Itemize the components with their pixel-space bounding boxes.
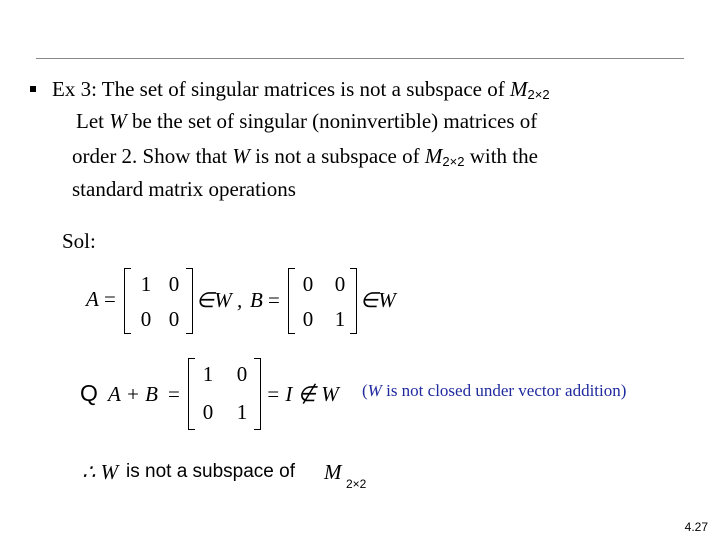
line1-text-a: Let	[76, 109, 110, 133]
membership-2: ∈W	[360, 288, 396, 312]
bullet-icon	[30, 86, 36, 92]
equals-sign-2: =	[268, 288, 280, 312]
equals-sign-1: =	[104, 287, 116, 311]
line2-text-a: order 2. Show that	[72, 144, 233, 168]
page-number: 4.27	[684, 520, 708, 534]
conclusion-space-symbol: M	[324, 460, 342, 484]
sum-label: A + B	[108, 382, 158, 406]
note-text: is not closed under vector addition)	[381, 381, 627, 400]
sum-matrix-bracket-left	[188, 358, 195, 430]
line2-space-subscript: 2×2	[442, 154, 465, 169]
matrix-A-cell: 0	[168, 307, 180, 331]
matrix-A-bracket-left	[124, 268, 131, 334]
therefore-W: ∴ W	[82, 460, 119, 484]
sum-matrix-bracket-right	[254, 358, 261, 430]
identity-not-in-W: = I ∉ W	[266, 382, 339, 406]
sum-matrix-cell: 1	[202, 362, 214, 386]
note-open-paren: (	[362, 381, 368, 400]
membership-1: ∈W ,	[196, 288, 243, 312]
matrix-B-bracket-left	[288, 268, 295, 334]
sum-matrix-cell: 0	[236, 362, 248, 386]
line1-text-b: be the set of singular (noninvertible) matrices of	[126, 109, 538, 133]
heading-text: Ex 3: The set of singular matrices is not a subspace of	[52, 77, 511, 101]
closure-note	[362, 378, 626, 404]
matrix-A-cell: 0	[140, 307, 152, 331]
conclusion-text: is not a subspace of	[126, 461, 295, 482]
matrix-A-cell: 1	[140, 272, 152, 296]
example-line-3: standard matrix operations	[72, 177, 296, 201]
matrix-B-cell: 0	[334, 272, 346, 296]
matrix-B-cell: 0	[302, 307, 314, 331]
sum-matrix-cell: 0	[202, 400, 214, 424]
matrix-B-label: B	[250, 288, 263, 312]
example-line-2	[72, 143, 538, 175]
line2-text-b: is not a subspace of	[249, 144, 425, 168]
solution-label: Sol:	[62, 229, 96, 253]
matrix-B-cell: 0	[302, 272, 314, 296]
matrix-B-bracket-right	[350, 268, 357, 334]
heading-space-subscript: 2×2	[527, 87, 550, 102]
line2-set-symbol: W	[232, 144, 250, 168]
title-divider	[36, 58, 684, 59]
heading-space-symbol: M	[510, 77, 528, 101]
because-symbol: Q	[80, 380, 98, 406]
example-heading	[52, 76, 550, 108]
matrix-A-bracket-right	[186, 268, 193, 334]
matrix-A-label: A	[86, 287, 99, 311]
equals-sign-3: =	[168, 382, 180, 406]
note-set-symbol: W	[367, 381, 382, 400]
example-line-1	[76, 108, 537, 134]
conclusion-space-subscript: 2×2	[346, 477, 367, 491]
line2-text-c: with the	[464, 144, 538, 168]
matrix-B-cell: 1	[334, 307, 346, 331]
sum-matrix-cell: 1	[236, 400, 248, 424]
matrix-A-cell: 0	[168, 272, 180, 296]
line2-space-symbol: M	[424, 144, 443, 168]
line1-set-symbol: W	[109, 109, 127, 133]
